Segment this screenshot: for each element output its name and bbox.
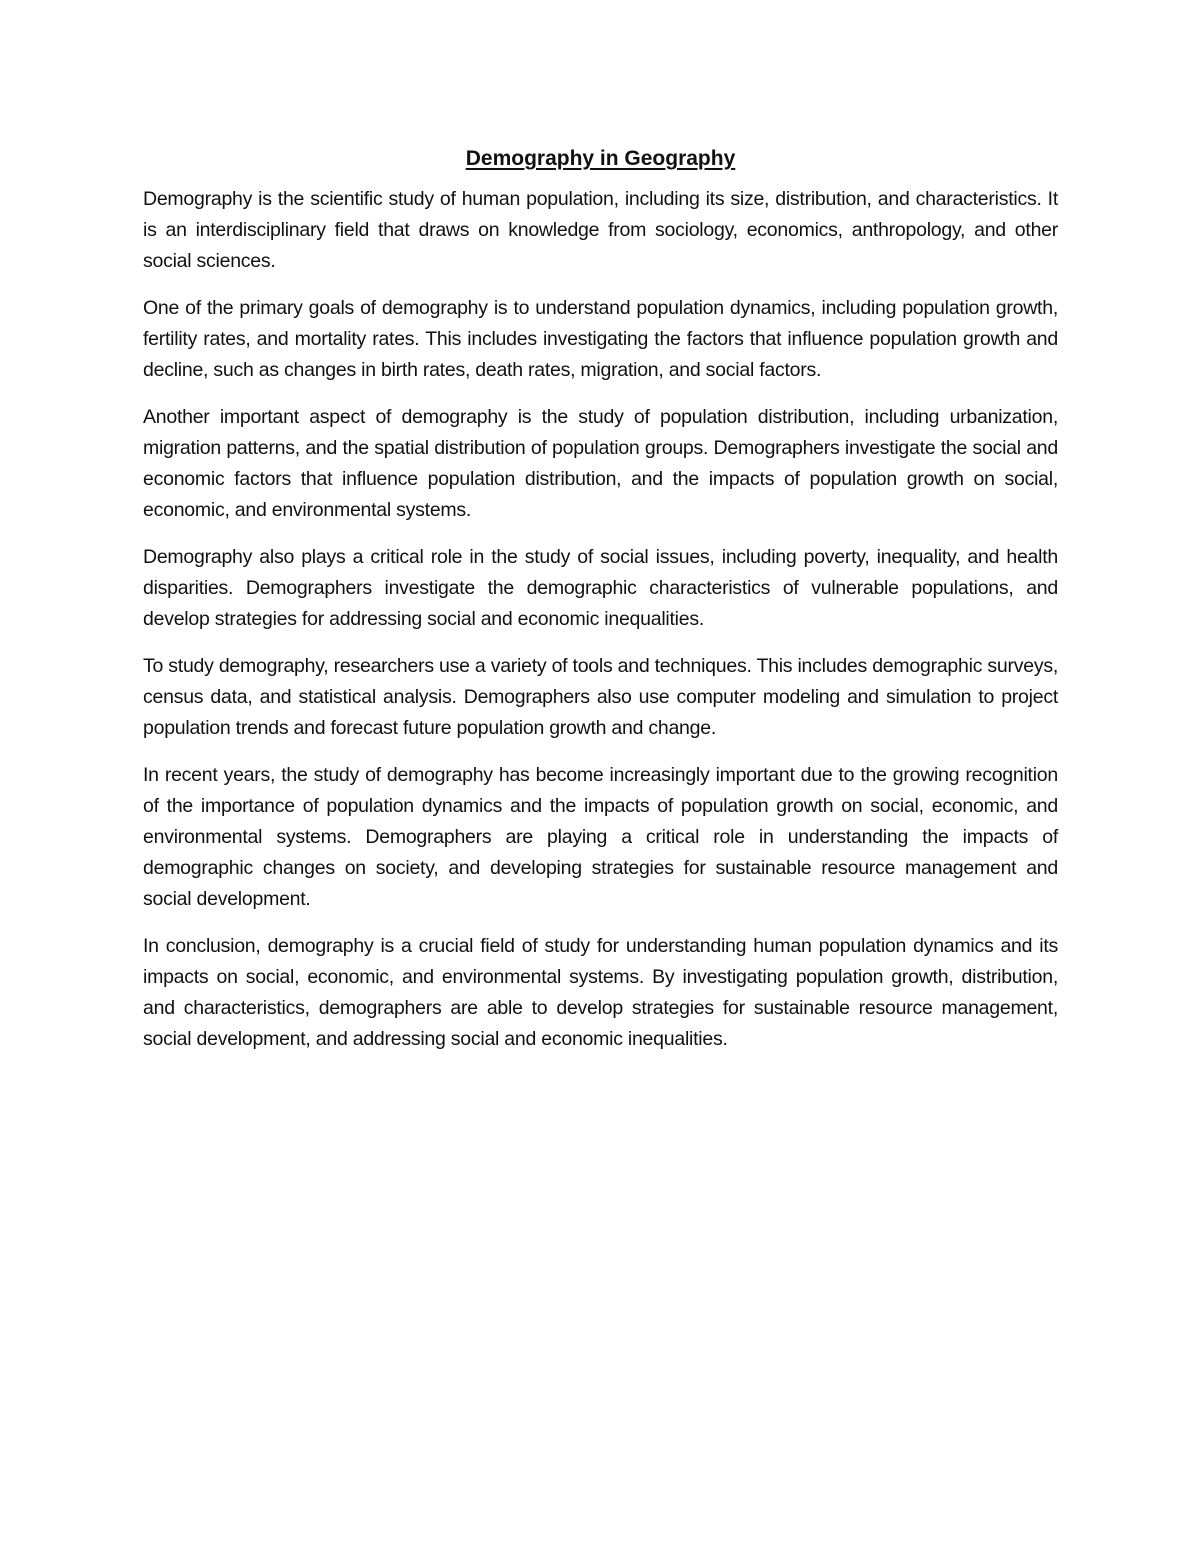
paragraph-tools-techniques: To study demography, researchers use a variety of tools and techniques. This includes demographic surveys, census data, and statistical analysis. Demographers also use computer modeling and simulation to project population trends and forecast future population growth and change. xyxy=(143,655,1058,739)
paragraph-conclusion: In conclusion, demography is a crucial field of study for understanding human population dynamics and its impacts on social, economic, and environmental systems. By investigating population growth, distribution, and characteristics, demographers are able to develop strategies for sustainable resource management, social development, and addressing social and economic inequalities. xyxy=(143,935,1058,1050)
document-body xyxy=(143,143,1058,1071)
paragraph-social-issues: Demography also plays a critical role in the study of social issues, including poverty, inequality, and health disparities. Demographers investigate the demographic characteristics of vulnerable populations, and develop strategies for addressing social and economic inequalities. xyxy=(143,546,1058,630)
document-title: Demography in Geography xyxy=(465,147,736,170)
paragraph-population-dynamics: One of the primary goals of demography is to understand population dynamics, including population growth, fertility rates, and mortality rates. This includes investigating the factors that influence population growth and decline, such as changes in birth rates, death rates, migration, and social factors. xyxy=(143,297,1058,381)
paragraph-population-distribution: Another important aspect of demography is the study of population distribution, including urbanization, migration patterns, and the spatial distribution of population groups. Demographers investigate the social and economic factors that influence population distribution, and the impacts of population growth on social, economic, and environmental systems. xyxy=(143,406,1058,521)
paragraph-definition: Demography is the scientific study of human population, including its size, distribution, and characteristics. It is an interdisciplinary field that draws on knowledge from sociology, economics, anthropology, and other social sciences. xyxy=(143,188,1058,272)
paragraph-recent-years: In recent years, the study of demography has become increasingly important due to the growing recognition of the importance of population dynamics and the impacts of population growth on social, economic, and environmental systems. Demographers are playing a critical role in understanding the impacts of demographic changes on society, and developing strategies for sustainable resource management and social development. xyxy=(143,764,1058,910)
